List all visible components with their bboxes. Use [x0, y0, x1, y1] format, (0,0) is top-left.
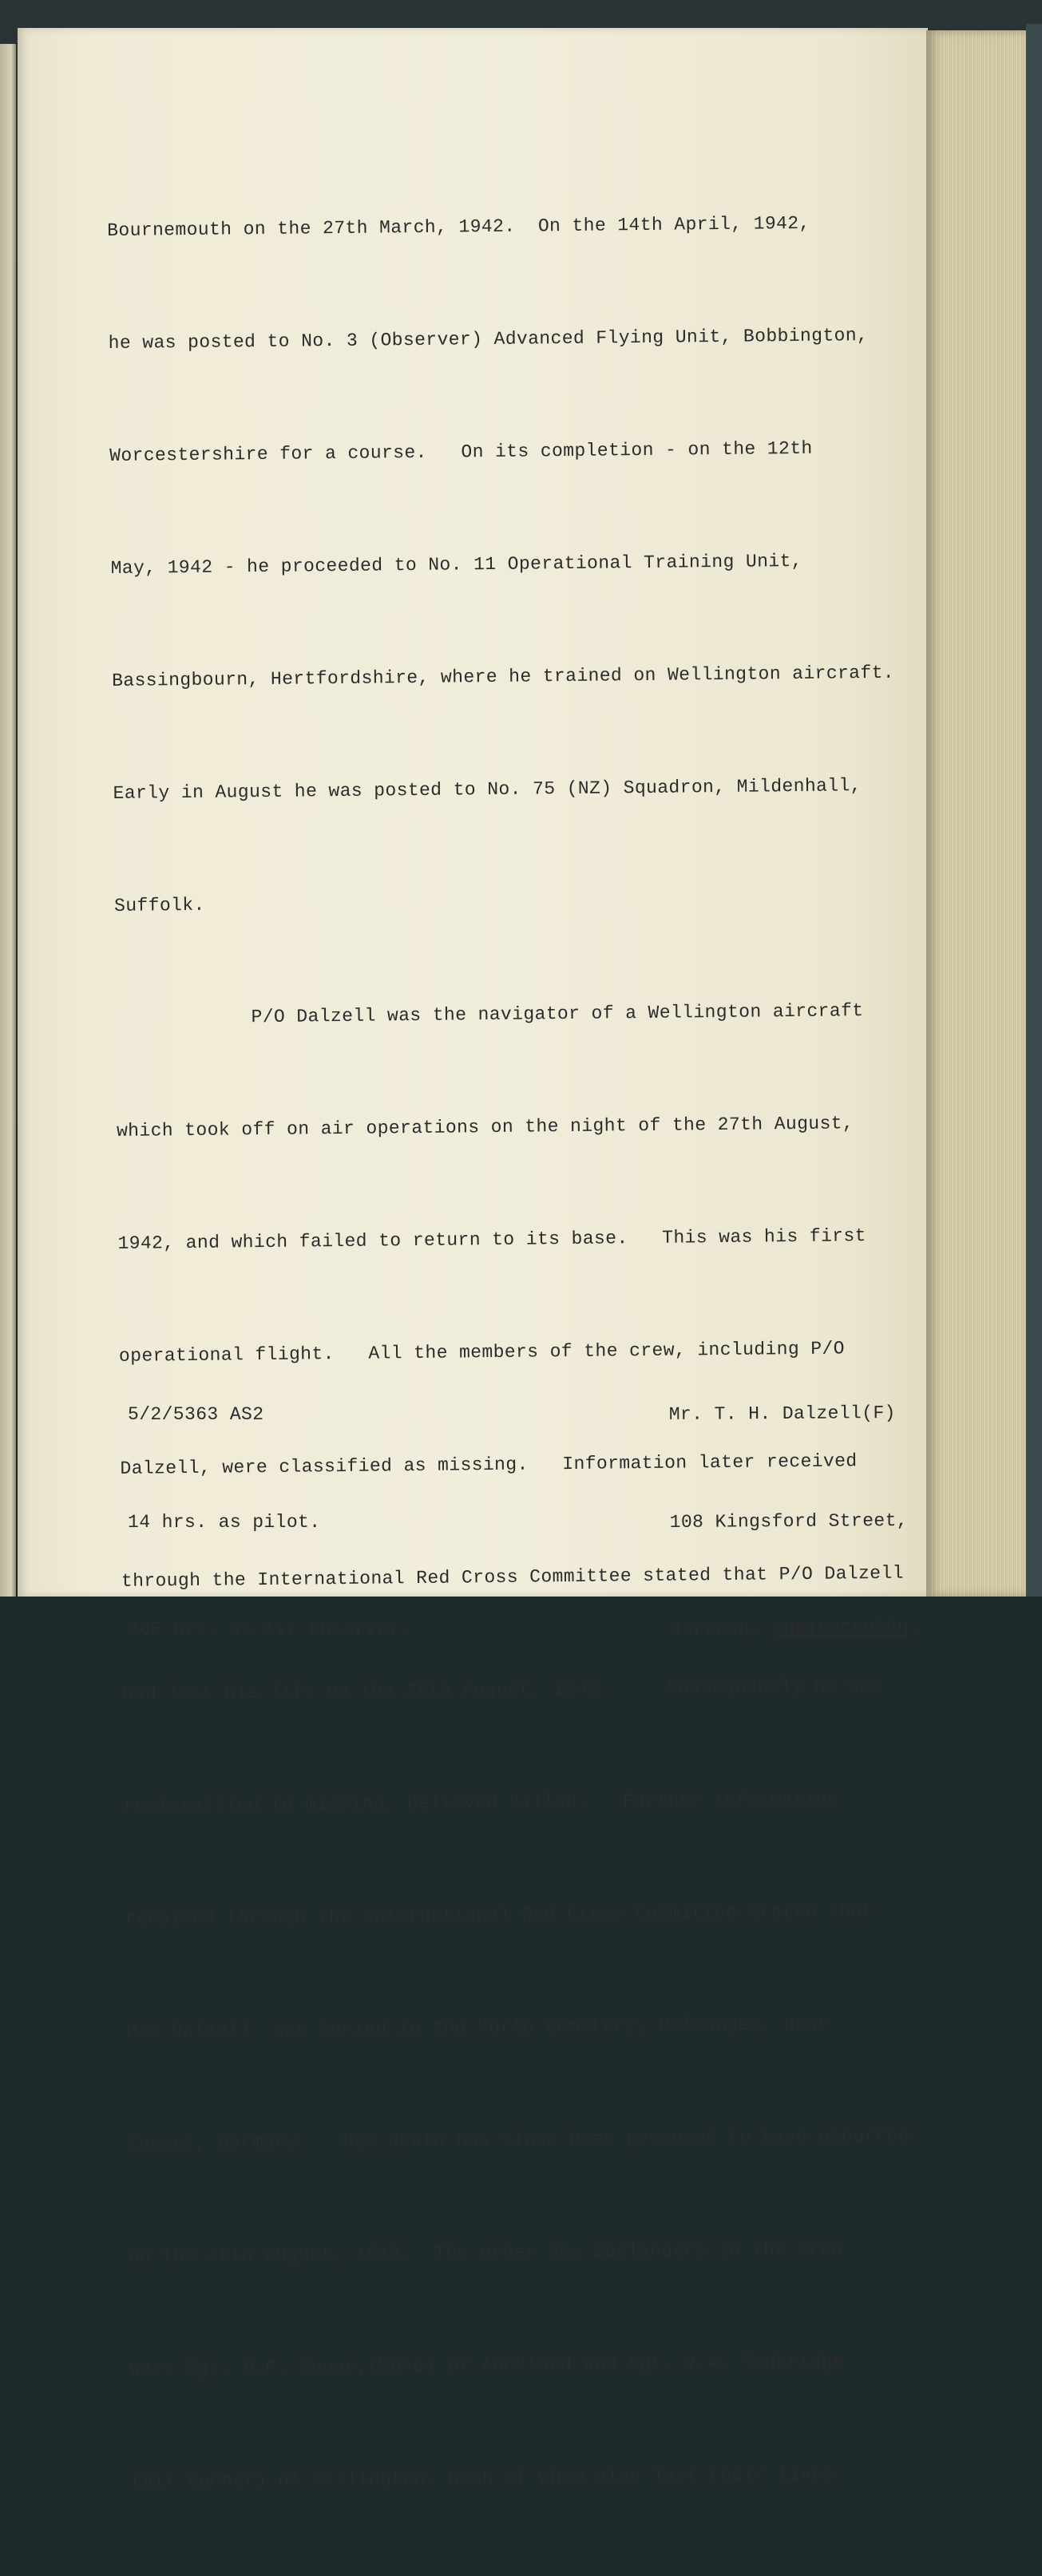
observer-hours: 265 hrs. as Air Observer.	[128, 1620, 412, 1640]
file-number: 5/2/5363 AS2	[128, 1404, 264, 1425]
body-line: May, 1942 - he proceeded to No. 11 Operational Training Unit,	[110, 550, 803, 579]
address-street: 108 Kingsford Street,	[669, 1510, 909, 1533]
body-line: 1942, and which failed to return to its base. This was his first	[117, 1225, 866, 1254]
body-line: he was posted to No. 3 (Observer) Advanced Flying Unit, Bobbington,	[108, 325, 869, 354]
body-line: Bournemouth on the 27th March, 1942. On the 14th April, 1942,	[107, 212, 810, 241]
body-line: (Air Gunner) of Wellington, both of whom also lost their lives.	[130, 2463, 846, 2492]
address-city: CHRISTCHURCH	[772, 1617, 909, 1640]
body-line: Early in August he was posted to No. 75 (NZ) Squadron, Mildenhall,	[113, 775, 862, 804]
paragraph-start-line: P/O Dalzell was the navigator of a Wellington aircraft	[251, 1000, 864, 1028]
body-line: reclassified to missing, believed killed. Further information	[123, 1788, 838, 1817]
body-line: Worcestershire for a course. On its completion - on the 12th	[109, 437, 813, 466]
pilot-hours: 14 hrs. as pilot.	[128, 1512, 321, 1533]
body-line: Bassingbourn, Hertfordshire, where he trained on Wellington aircraft.	[111, 662, 895, 691]
address-suburb: Burwood,	[670, 1619, 773, 1640]
address-city-line	[671, 1611, 921, 1648]
body-line: P/O Dalzell was buried in the Korle Cemetery, Melsungen, near	[125, 2013, 830, 2042]
body-line: through the International Red Cross Committee stated that P/O Dalzell	[121, 1562, 904, 1592]
body-line: which took off on air operations on the night of the 27th August,	[116, 1113, 854, 1142]
body-line: operational flight. All the members of the crew, including P/O	[118, 1338, 846, 1367]
body-line: were Sgt. D.P. Hogan,(WOAG) of Auckland and Sgt. V.A. Tunbridge	[129, 2351, 845, 2380]
body-line: Dalzell, were classified as missing. Information later received	[120, 1450, 858, 1479]
book-cover-edge	[1026, 24, 1042, 1597]
next-of-kin-address	[668, 1324, 921, 1720]
addressee-name: Mr. T. H. Dalzell(F)	[668, 1403, 896, 1425]
facing-page-edge	[0, 44, 16, 1597]
body-line: received through the International Red Cross Committee stated that	[125, 1901, 874, 1929]
body-line: Kassel, Germany. His death has since been presumed to have occurred	[127, 2125, 910, 2155]
book-page-edges	[926, 30, 1026, 1597]
body-line: Suffolk.	[113, 894, 205, 916]
body-line: had lost his life on the 28th August, 1942. Subsequently he was	[122, 1675, 883, 1704]
address-city-suffix: .	[908, 1617, 921, 1639]
reference-block	[128, 1325, 411, 1720]
body-line: on the 28th August, 1942. The other New Zealanders in the crew	[128, 2238, 843, 2267]
